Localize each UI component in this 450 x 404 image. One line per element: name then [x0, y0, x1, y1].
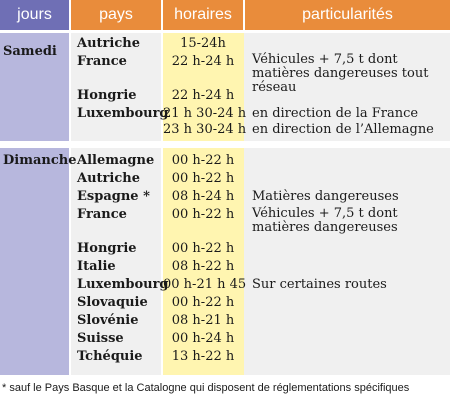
cell-horaires: 08 h-21 h [171, 313, 235, 328]
header-pays: pays [71, 0, 161, 30]
cell-pays: France [77, 207, 127, 222]
cell-pays: Tchéquie [77, 349, 143, 364]
cell-horaires: 00 h-21 h 45 [163, 277, 247, 292]
cell-horaires: 22 h-24 h [171, 88, 235, 103]
footnote: * sauf le Pays Basque et la Catalogne qui disposent de réglementations spécifiques [2, 382, 410, 394]
cell-particularites: Véhicules + 7,5 t dont matières dangereuses tout réseau [252, 52, 429, 95]
cell-pays: Suisse [77, 331, 124, 346]
cell-horaires: 22 h-24 h [171, 54, 235, 69]
cell-pays: Hongrie [77, 241, 137, 256]
cell-horaires: 00 h-22 h [171, 207, 235, 222]
cell-pays: France [77, 54, 127, 69]
cell-horaires: 08 h-22 h [171, 259, 235, 274]
cell-pays: Allemagne [77, 153, 155, 168]
cell-horaires: 21 h 30-24 h [163, 106, 247, 121]
section-separator [0, 141, 450, 148]
cell-pays: Luxembourg [77, 106, 169, 121]
cell-horaires: 00 h-22 h [171, 241, 235, 256]
column-divider [69, 0, 71, 375]
header-jours: jours [0, 0, 69, 30]
cell-particularites: Sur certaines routes [252, 277, 387, 292]
cell-particularites: en direction de la France [252, 106, 419, 121]
cell-particularites: en direction de l’Allemagne [252, 122, 434, 137]
day-dimanche: Dimanche [3, 153, 77, 168]
cell-pays: Italie [77, 259, 116, 274]
day-samedi: Samedi [3, 44, 57, 59]
header-particularites: particularités [245, 0, 450, 30]
cell-particularites: Matières dangereuses [252, 189, 399, 204]
cell-horaires: 00 h-22 h [171, 295, 235, 310]
cell-horaires: 23 h 30-24 h [163, 122, 247, 137]
header-horaires: horaires [163, 0, 243, 30]
cell-horaires: 00 h-22 h [171, 171, 235, 186]
cell-particularites: Véhicules + 7,5 t dont matières dangereuses [252, 206, 398, 235]
cell-horaires: 13 h-22 h [171, 349, 235, 364]
cell-pays: Luxembourg [77, 277, 169, 292]
cell-pays: Slovaquie [77, 295, 148, 310]
cell-horaires: 00 h-24 h [171, 331, 235, 346]
cell-pays: Autriche [77, 171, 140, 186]
cell-pays: Espagne * [77, 189, 150, 204]
cell-pays: Hongrie [77, 88, 137, 103]
cell-pays: Slovénie [77, 313, 139, 328]
cell-horaires: 00 h-22 h [171, 153, 235, 168]
header-separator [0, 30, 450, 33]
table-header [0, 0, 450, 30]
cell-horaires: 15-24h [180, 36, 226, 51]
cell-pays: Autriche [77, 36, 140, 51]
cell-horaires: 08 h-24 h [171, 189, 235, 204]
